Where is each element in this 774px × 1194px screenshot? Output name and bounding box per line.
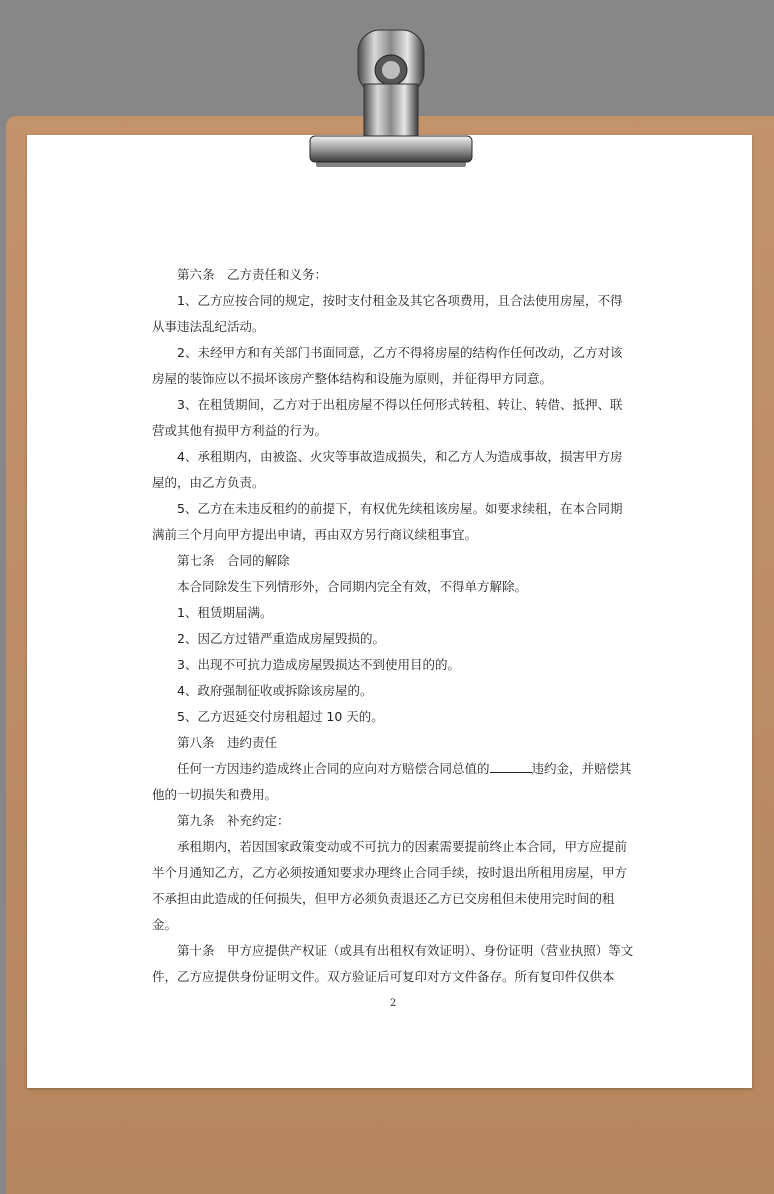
page-number: 2 xyxy=(389,998,397,1009)
paragraph: 第八条 违约责任 xyxy=(177,735,278,750)
paragraph: 1、租赁期届满。 xyxy=(177,605,273,620)
paragraph: 3、在租赁期间，乙方对于出租房屋不得以任何形式转租、转让、转借、抵押、联营或其他有损甲方利益的行为。 xyxy=(152,397,623,438)
paragraph: 2、因乙方过错严重造成房屋毁损的。 xyxy=(177,631,385,646)
paragraph: 第六条 乙方责任和义务： xyxy=(177,267,328,282)
paragraph: 4、承租期内，由被盗、火灾等事故造成损失，和乙方人为造成事故，损害甲方房屋的，由乙方负责。 xyxy=(152,449,623,490)
paragraph-penalty xyxy=(152,756,634,808)
paragraph: 1、乙方应按合同的规定，按时支付租金及其它各项费用，且合法使用房屋，不得从事违法乱纪活动。 xyxy=(152,293,623,334)
document-body xyxy=(152,262,634,990)
penalty-text-after: 违约金，并赔偿其他的一切损失和费用。 xyxy=(152,761,632,802)
paragraph: 5、乙方迟延交付房租超过 10 天的。 xyxy=(177,709,384,724)
paragraph: 承租期内，若因国家政策变动或不可抗力的因素需要提前终止本合同，甲方应提前半个月通知乙方，乙方必须按通知要求办理终止合同手续，按时退出所租用房屋，甲方不承担由此造成的任何损失，但甲方必须负责退还乙方已交房租但未使用完时间的租金。 xyxy=(152,839,628,932)
paragraph: 第七条 合同的解除 xyxy=(177,553,290,568)
paragraph: 第十条 甲方应提供产权证（或具有出租权有效证明）、身份证明（营业执照）等文件，乙方应提供身份证明文件。双方验证后可复印对方文件备存。所有复印件仅供本 xyxy=(152,943,634,984)
paragraph: 4、政府强制征收或拆除该房屋的。 xyxy=(177,683,373,698)
paragraph: 第九条 补充约定： xyxy=(177,813,290,828)
paragraph: 3、出现不可抗力造成房屋毁损达不到使用目的的。 xyxy=(177,657,460,672)
paragraph: 本合同除发生下列情形外，合同期内完全有效，不得单方解除。 xyxy=(177,579,528,594)
blank-fill-line xyxy=(490,760,532,773)
penalty-text-before: 任何一方因违约造成终止合同的应向对方赔偿合同总值的 xyxy=(177,761,490,776)
binder-clip-icon xyxy=(306,24,476,176)
paragraph: 5、乙方在未违反租约的前提下，有权优先续租该房屋。如要求续租，在本合同期满前三个月向甲方提出申请，再由双方另行商议续租事宜。 xyxy=(152,501,623,542)
paragraph: 2、未经甲方和有关部门书面同意，乙方不得将房屋的结构作任何改动，乙方对该房屋的装饰应以不损坏该房产整体结构和设施为原则，并征得甲方同意。 xyxy=(152,345,623,386)
